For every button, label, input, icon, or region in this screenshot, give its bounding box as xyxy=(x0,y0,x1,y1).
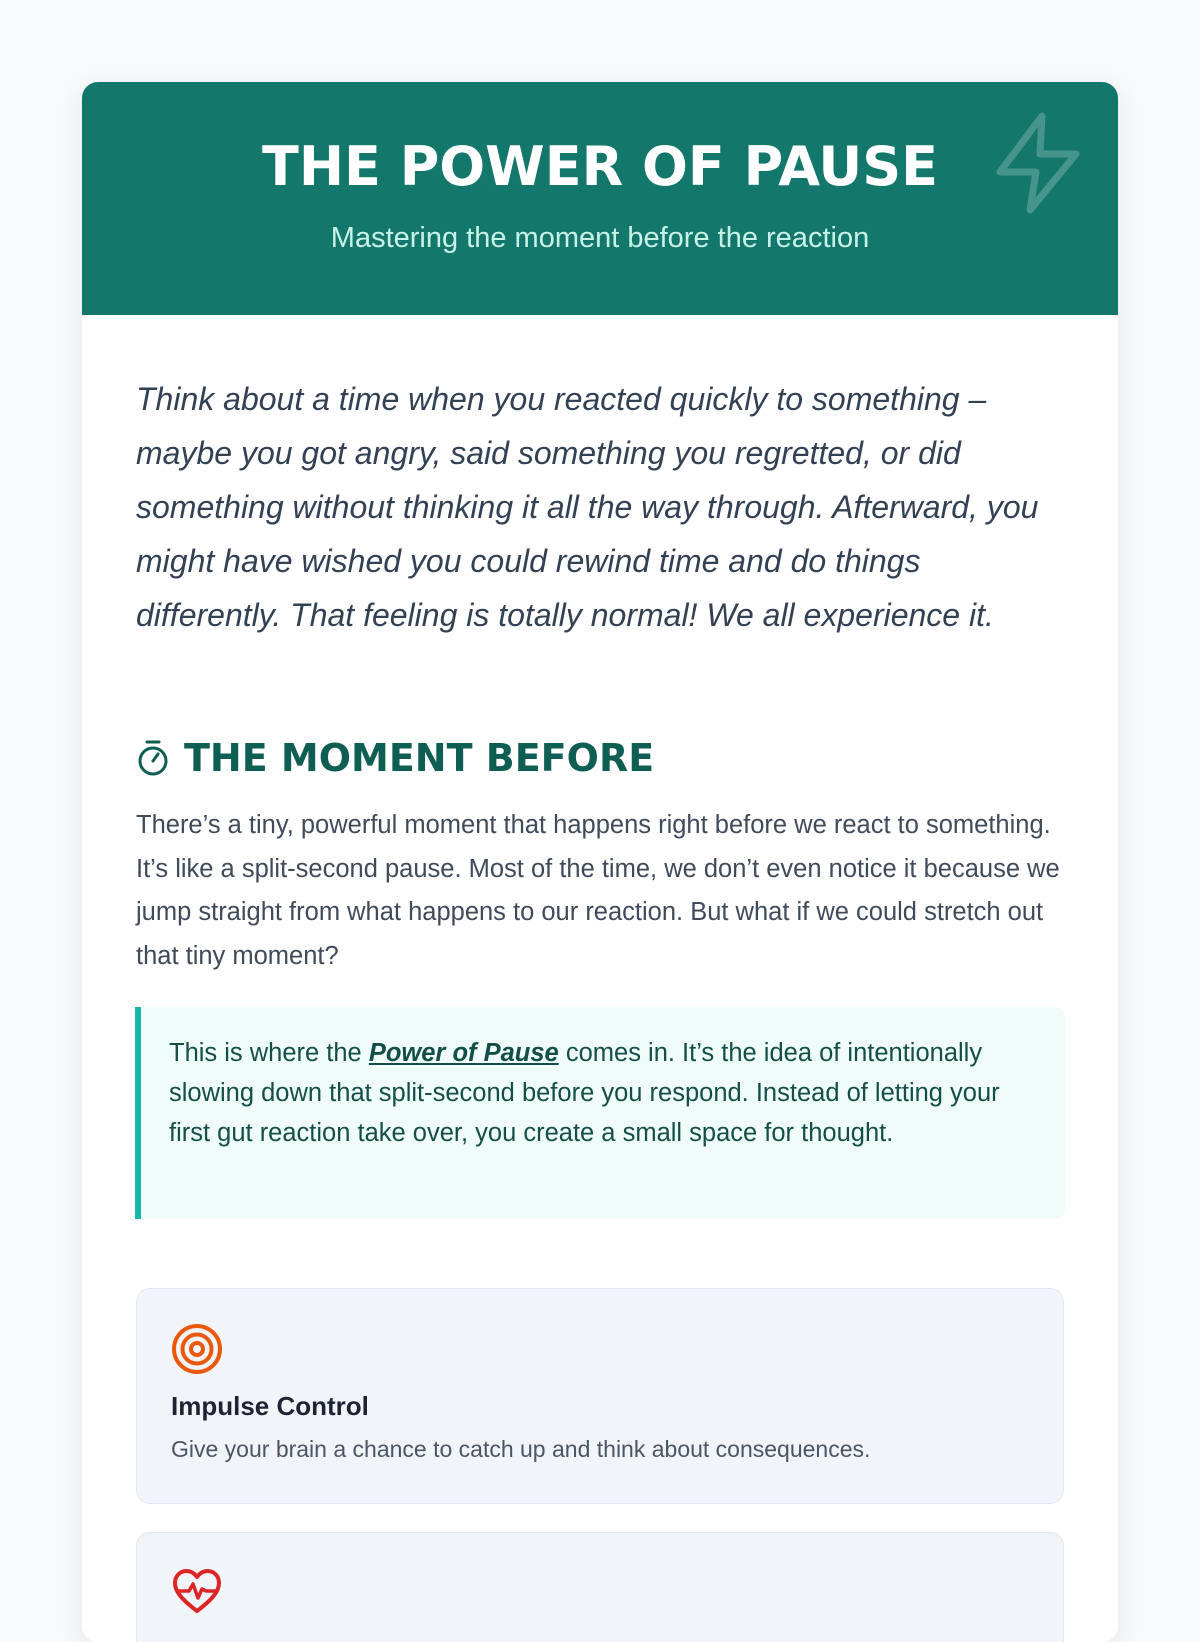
content-card xyxy=(82,82,1118,1642)
callout-emphasis: Power of Pause xyxy=(368,1039,559,1067)
section-paragraph: There’s a tiny, powerful moment that happens right before we react to something. It’s like a split-second pause. Most of the time, we don’t even notice it because we jump straight from what happens to our reaction. But what if we could stretch out that tiny moment? xyxy=(136,811,1060,970)
stopwatch-icon xyxy=(136,739,170,777)
feature-card-heart xyxy=(136,1532,1064,1642)
section-heading xyxy=(136,736,654,780)
page-subtitle: Mastering the moment before the reaction xyxy=(330,222,870,254)
intro-paragraph: Think about a time when you reacted quickly to something – maybe you got angry, said something you regretted, or did something without thinking it all the way through. Afterward, you might have wished you could rewind time and do things differently. That feeling is totally normal! We all experience it. xyxy=(136,381,1039,633)
feature-title: Impulse Control xyxy=(171,1391,369,1421)
callout-box xyxy=(135,1007,1065,1219)
feature-description: Give your brain a chance to catch up and think about consequences. xyxy=(171,1436,871,1462)
section-title: THE MOMENT BEFORE xyxy=(184,736,655,780)
callout-text-before: This is where the xyxy=(169,1039,369,1067)
callout-text xyxy=(169,1033,1037,1153)
target-icon xyxy=(171,1323,223,1375)
callout-text-after: comes in. It’s the idea of intentionally slowing down that split-second before you respond. Instead of letting your first gut reaction take over, you create a small space for thought. xyxy=(169,1039,1000,1147)
lightning-bolt-icon xyxy=(990,110,1086,216)
feature-card-impulse-control xyxy=(136,1288,1064,1504)
page-title: THE POWER OF PAUSE xyxy=(261,135,938,198)
heartbeat-icon xyxy=(171,1567,223,1619)
header-banner xyxy=(82,82,1118,315)
